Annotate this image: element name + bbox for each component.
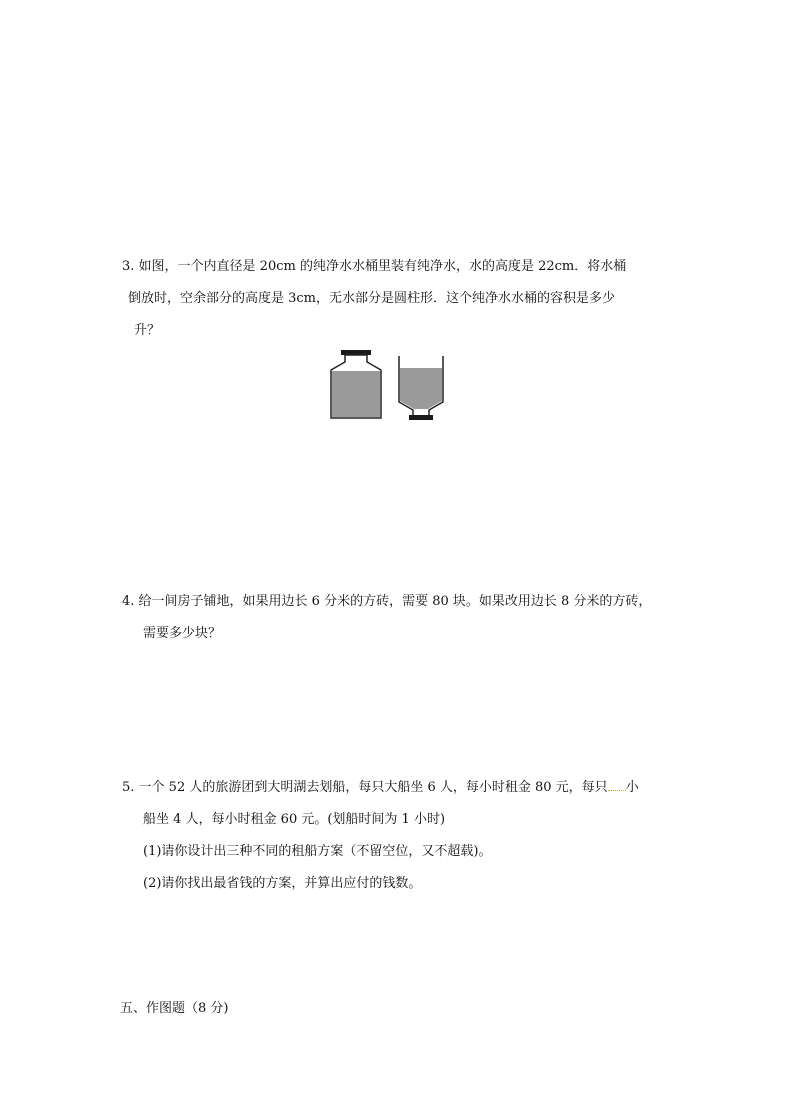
q4-line-2: 需要多少块？: [143, 626, 222, 641]
q3-line-2: 倒放时，空余部分的高度是 3cm，无水部分是圆柱形．这个纯净水水桶的容积是多少: [128, 291, 616, 306]
inverted-bucket-icon: [399, 356, 443, 420]
q5-line-1-end: 小: [625, 780, 639, 795]
section-5-title: 五、作图题（8 分): [120, 1001, 229, 1016]
q5-sub-1: (1)请你设计出三种不同的租船方案（不留空位，又不超载)。: [143, 844, 492, 859]
q5-sub-2: (2)请你找出最省钱的方案，并算出应付的钱数。: [143, 876, 422, 891]
q5-line-1: [122, 779, 639, 797]
dotted-underline: [608, 780, 626, 791]
upright-bucket-icon: [331, 350, 381, 418]
water-bucket-figure: [325, 348, 445, 424]
q4-line-1: 4. 给一间房子铺地，如果用边长 6 分米的方砖，需要 80 块。如果改用边长 8 分米的方砖，: [122, 594, 652, 609]
q3-line-3: 升？: [134, 323, 161, 338]
q5-line-2: 船坐 4 人，每小时租金 60 元。(划船时间为 1 小时): [143, 812, 446, 827]
q5-line-1-text: 5. 一个 52 人的旅游团到大明湖去划船，每只大船坐 6 人，每小时租金 80 元，每只: [122, 780, 608, 795]
q3-line-1: 3. 如图，一个内直径是 20cm 的纯净水水桶里装有纯净水，水的高度是 22cm．将水桶: [122, 259, 627, 274]
